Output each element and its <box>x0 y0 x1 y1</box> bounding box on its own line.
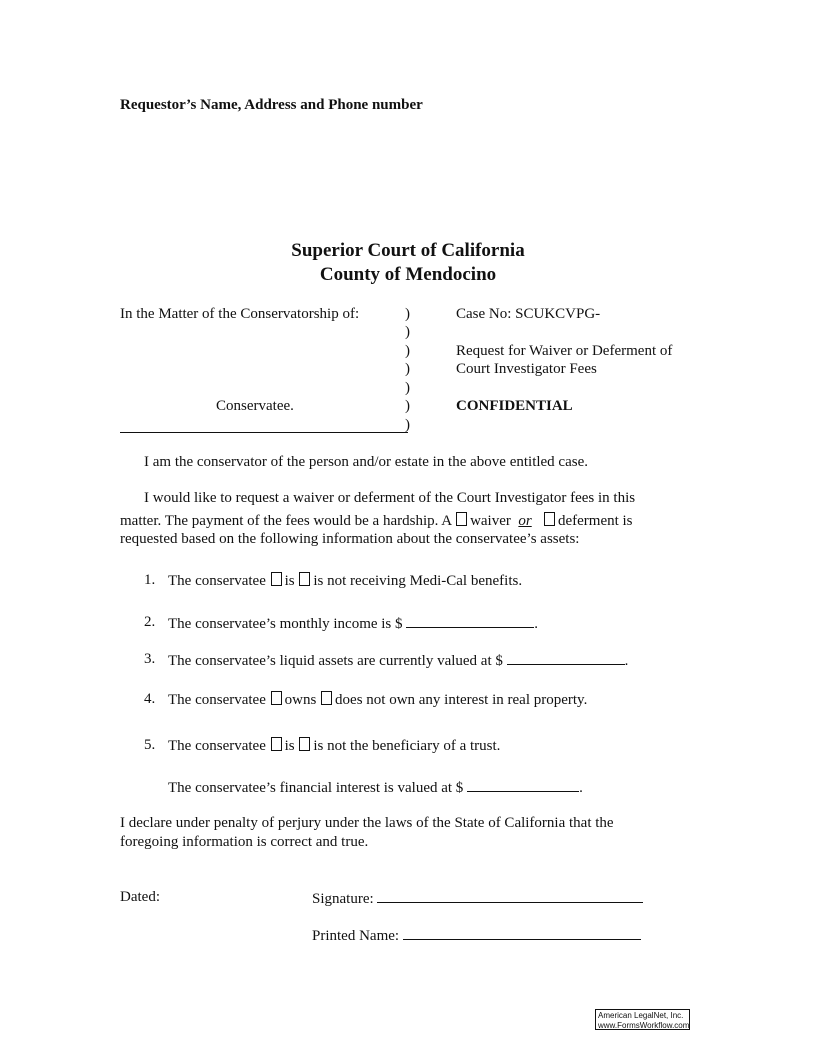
caption-paren: ) <box>405 380 410 396</box>
caption-paren: ) <box>405 361 410 377</box>
request-title-line1: Request for Waiver or Deferment of <box>456 343 673 359</box>
item-text: The conservatee’s monthly income is $ <box>168 616 407 632</box>
court-name: Superior Court of California <box>291 240 525 261</box>
para-request-text: matter. The payment of the fees would be a hardship. A <box>120 513 456 529</box>
waiver-checkbox[interactable] <box>456 512 467 526</box>
item-monthly-income <box>168 614 538 633</box>
item-number: 4. <box>144 691 156 707</box>
caption-paren: ) <box>405 306 410 322</box>
item-end: . <box>534 616 539 632</box>
signature-line <box>312 889 643 908</box>
item-text: The conservatee <box>168 738 270 754</box>
item-text: The conservatee’s financial interest is valued at $ <box>168 780 468 796</box>
liquid-assets-field[interactable] <box>507 651 625 665</box>
printed-name-line <box>312 926 641 945</box>
item-number: 5. <box>144 737 156 753</box>
publisher-footer <box>595 1009 690 1030</box>
item-medi-cal <box>168 572 522 590</box>
option-label: owns <box>284 692 321 708</box>
or-label: or <box>518 513 532 529</box>
printed-name-label: Printed Name: <box>312 928 403 944</box>
declaration-line2: foregoing information is correct and true. <box>120 834 369 850</box>
option-label: is <box>284 738 299 754</box>
publisher-url: www.FormsWorkflow.com <box>598 1021 690 1030</box>
printed-name-field[interactable] <box>403 926 641 940</box>
signature-field[interactable] <box>377 889 643 903</box>
case-number: Case No: SCUKCVPG- <box>456 306 601 322</box>
court-county: County of Mendocino <box>319 264 497 285</box>
medi-cal-is-checkbox[interactable] <box>271 572 282 586</box>
conservatee-label: Conservatee. <box>216 398 294 414</box>
item-text: The conservatee <box>168 573 270 589</box>
waiver-label: waiver <box>470 513 515 529</box>
item-number: 3. <box>144 651 156 667</box>
caption-paren: ) <box>405 343 410 359</box>
para-request-line3: requested based on the following information about the conservatee’s assets: <box>120 531 580 547</box>
caption-paren: ) <box>405 398 410 414</box>
option-label: is not receiving Medi-Cal benefits. <box>313 573 523 589</box>
para-request-line2 <box>120 512 633 530</box>
caption-paren: ) <box>405 324 410 340</box>
declaration-line1: I declare under penalty of perjury under the laws of the State of California that the <box>120 815 614 831</box>
requestor-label: Requestor’s Name, Address and Phone number <box>120 97 423 113</box>
item-number: 2. <box>144 614 156 630</box>
does-not-own-checkbox[interactable] <box>321 691 332 705</box>
item-liquid-assets <box>168 651 628 670</box>
trust-is-not-checkbox[interactable] <box>299 737 310 751</box>
request-title-line2: Court Investigator Fees <box>456 361 597 377</box>
item-real-property <box>168 691 587 709</box>
owns-checkbox[interactable] <box>271 691 282 705</box>
option-label: does not own any interest in real property. <box>335 692 588 708</box>
signature-label: Signature: <box>312 891 378 907</box>
caption-paren: ) <box>405 417 410 433</box>
matter-label: In the Matter of the Conservatorship of: <box>120 306 360 322</box>
deferment-label: deferment is <box>557 513 633 529</box>
monthly-income-field[interactable] <box>406 614 534 628</box>
confidential-label: CONFIDENTIAL <box>456 398 573 414</box>
caption-underline <box>120 432 408 433</box>
item-trust <box>168 737 500 755</box>
option-label: is <box>284 573 299 589</box>
para-request-line1: I would like to request a waiver or deferment of the Court Investigator fees in this <box>144 490 636 506</box>
item-end: . <box>624 653 629 669</box>
item-number: 1. <box>144 572 156 588</box>
item-text: The conservatee’s liquid assets are currently valued at $ <box>168 653 507 669</box>
item-end: . <box>579 780 583 796</box>
deferment-checkbox[interactable] <box>544 512 555 526</box>
item-text: The conservatee <box>168 692 270 708</box>
medi-cal-is-not-checkbox[interactable] <box>299 572 310 586</box>
financial-interest-line <box>168 778 583 797</box>
trust-is-checkbox[interactable] <box>271 737 282 751</box>
financial-interest-field[interactable] <box>467 778 579 792</box>
publisher-name: American LegalNet, Inc. <box>598 1011 684 1020</box>
option-label: is not the beneficiary of a trust. <box>313 738 501 754</box>
dated-label: Dated: <box>120 889 160 905</box>
para-conservator-statement: I am the conservator of the person and/or estate in the above entitled case. <box>144 454 588 470</box>
